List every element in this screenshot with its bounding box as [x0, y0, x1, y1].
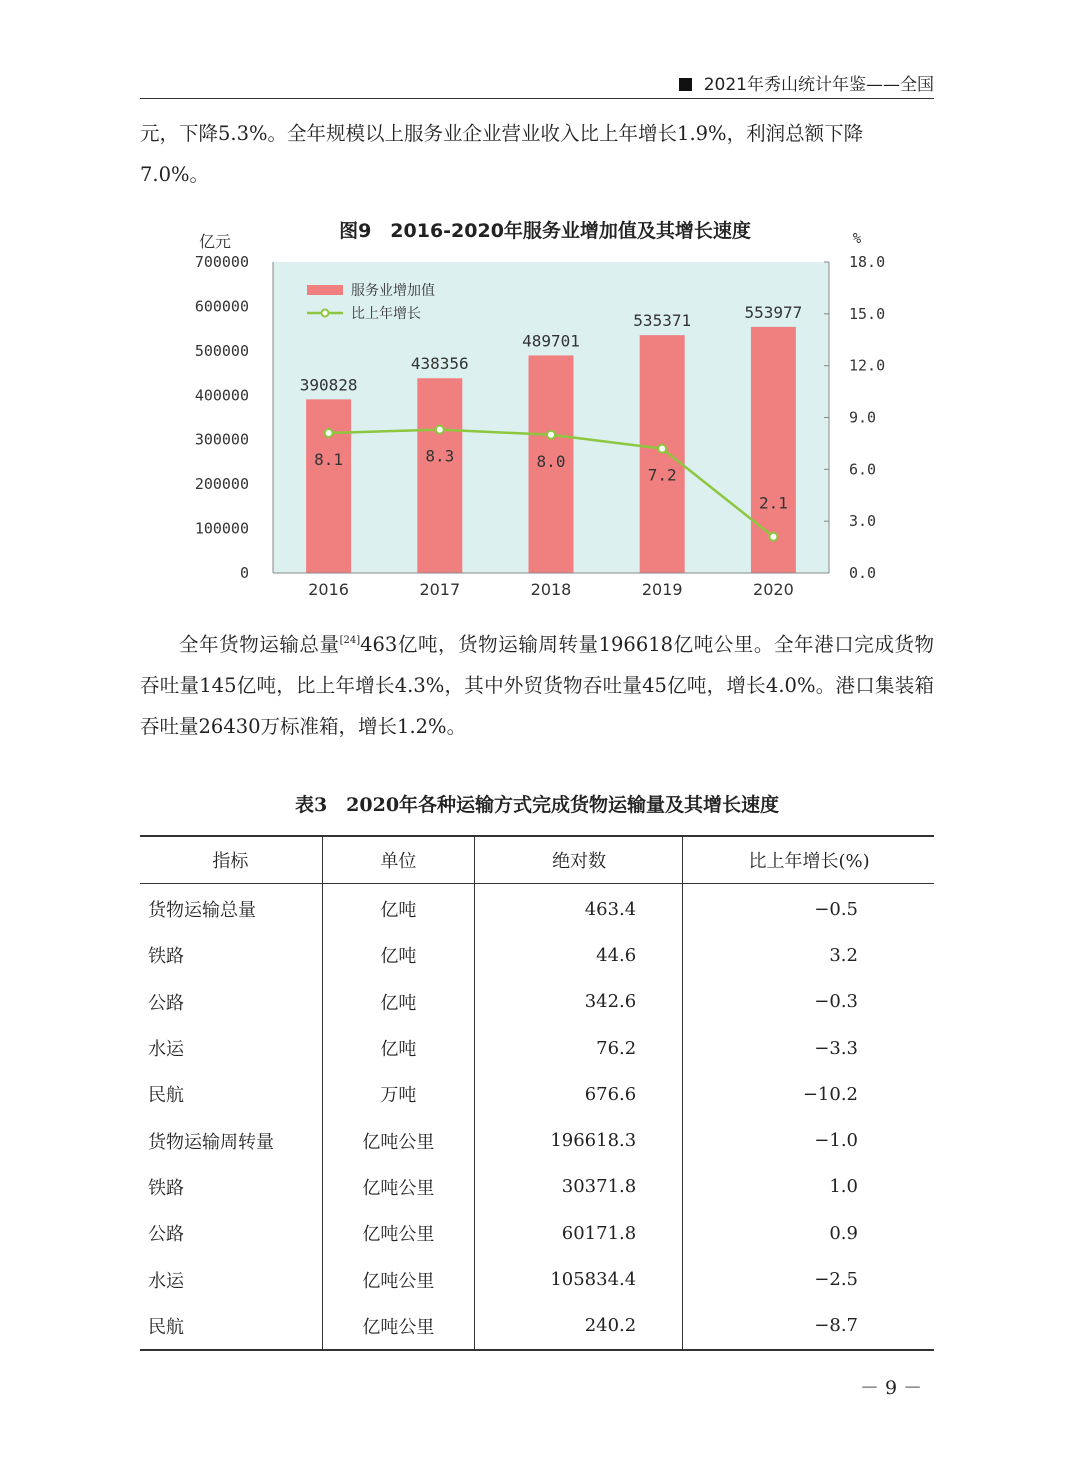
- growth-point-2017: [436, 426, 444, 434]
- cell-unit: 万吨: [322, 1071, 474, 1117]
- growth-point-2019: [658, 445, 666, 453]
- cell-indicator: 水运: [148, 1270, 184, 1292]
- cell-indicator: 公路: [148, 992, 184, 1014]
- cell-value: 44.6: [475, 932, 683, 978]
- table-row: [140, 1256, 934, 1302]
- left-tick-label: 700000: [194, 253, 249, 271]
- left-tick-label: 300000: [194, 430, 249, 449]
- cell-unit: 亿吨: [322, 1025, 474, 1071]
- col-header-unit: 单位: [322, 836, 474, 884]
- cell-unit: 亿吨: [322, 979, 474, 1025]
- footnote-ref: [24]: [339, 635, 361, 646]
- right-tick-label: 15.0: [849, 304, 886, 323]
- legend-line-label: 比上年增长: [351, 306, 421, 322]
- cell-unit: 亿吨公里: [322, 1210, 474, 1256]
- cell-value: 676.6: [475, 1071, 683, 1117]
- table-row: [140, 1164, 934, 1210]
- freight-table: [140, 835, 934, 1351]
- chart-svg: [185, 205, 905, 610]
- legend-line-marker: [322, 310, 329, 317]
- cell-growth: −3.3: [683, 1025, 934, 1071]
- paragraph-1: [140, 113, 934, 195]
- cell-growth: −10.2: [683, 1071, 934, 1117]
- table-row: [140, 1210, 934, 1256]
- cell-growth: −0.5: [683, 884, 934, 933]
- cell-indicator: 公路: [148, 1224, 184, 1246]
- service-industry-chart: [185, 205, 905, 610]
- paragraph-1-line-1: 元，下降5.3%。全年规模以上服务业企业营业收入比上年增长1.9%，利润总额下降: [140, 122, 864, 145]
- cell-value: 76.2: [475, 1025, 683, 1071]
- cell-value: 342.6: [475, 979, 683, 1025]
- growth-value-label: 7.2: [647, 465, 677, 485]
- square-bullet-icon: [679, 78, 692, 91]
- cell-unit: 亿吨公里: [322, 1303, 474, 1350]
- left-tick-label: 100000: [194, 519, 249, 538]
- cell-growth: −8.7: [683, 1303, 934, 1350]
- cell-unit: 亿吨公里: [322, 1164, 474, 1210]
- table-row: [140, 979, 934, 1025]
- bar-2019: [640, 335, 685, 573]
- left-tick-label: 200000: [194, 475, 249, 494]
- table-header-row: [140, 836, 934, 884]
- cell-indicator: 水运: [148, 1039, 184, 1061]
- table-row: [140, 932, 934, 978]
- cell-value: 60171.8: [475, 1210, 683, 1256]
- cell-value: 240.2: [475, 1303, 683, 1350]
- growth-value-label: 8.3: [425, 446, 455, 466]
- x-tick-label: 2017: [419, 580, 461, 599]
- cell-growth: 1.0: [683, 1164, 934, 1210]
- bar-2016: [306, 399, 351, 573]
- bar-value-label: 553977: [744, 302, 803, 322]
- bar-2017: [417, 378, 462, 573]
- table-row: [140, 1025, 934, 1071]
- table-row: [140, 1303, 934, 1350]
- bar-value-label: 535371: [633, 311, 692, 331]
- cell-indicator: 铁路: [148, 946, 184, 968]
- table-title: 表3 2020年各种运输方式完成货物运输量及其增长速度: [294, 794, 780, 816]
- table-row: [140, 1071, 934, 1117]
- cell-indicator: 民航: [148, 1085, 184, 1107]
- header-title: [679, 70, 934, 95]
- cell-unit: 亿吨: [322, 932, 474, 978]
- right-tick-label: 3.0: [849, 512, 877, 531]
- cell-value: 196618.3: [475, 1117, 683, 1163]
- growth-value-label: 8.0: [536, 451, 566, 471]
- cell-value: 30371.8: [475, 1164, 683, 1210]
- cell-unit: 亿吨公里: [322, 1117, 474, 1163]
- right-tick-label: 18.0: [849, 253, 886, 271]
- cell-growth: 3.2: [683, 932, 934, 978]
- bar-value-label: 390828: [299, 375, 358, 395]
- table-row: [140, 884, 934, 933]
- paragraph-2-before: 全年货物运输总量: [179, 633, 340, 656]
- growth-point-2018: [547, 431, 555, 439]
- growth-value-label: 2.1: [758, 493, 788, 513]
- bar-value-label: 438356: [410, 354, 469, 374]
- cell-unit: 亿吨公里: [322, 1256, 474, 1302]
- cell-growth: 0.9: [683, 1210, 934, 1256]
- left-axis-unit: 亿元: [198, 232, 232, 251]
- right-tick-label: 12.0: [849, 356, 886, 375]
- x-tick-label: 2020: [753, 580, 794, 599]
- page-number: － 9 －: [860, 1377, 923, 1399]
- right-axis-unit: %: [852, 231, 862, 247]
- paragraph-1-line-2: 7.0%。: [140, 163, 210, 186]
- header-title-text: 2021年秀山统计年鉴——全国: [703, 75, 934, 95]
- legend-bar-swatch: [307, 285, 343, 295]
- growth-point-2016: [325, 429, 333, 437]
- cell-indicator: 铁路: [148, 1177, 184, 1199]
- growth-value-label: 8.1: [314, 450, 344, 470]
- right-tick-label: 0.0: [849, 564, 877, 582]
- running-header: [140, 66, 934, 99]
- chart-title: 图9 2016-2020年服务业增加值及其增长速度: [339, 220, 751, 242]
- cell-growth: −1.0: [683, 1117, 934, 1163]
- x-tick-label: 2018: [530, 580, 572, 599]
- table-row: [140, 1117, 934, 1163]
- legend-bar-label: 服务业增加值: [351, 283, 435, 299]
- cell-growth: −2.5: [683, 1256, 934, 1302]
- col-header-growth: 比上年增长(%): [683, 836, 934, 884]
- col-header-value: 绝对数: [475, 836, 683, 884]
- x-tick-label: 2019: [641, 580, 683, 599]
- paragraph-2-text: [140, 624, 934, 747]
- x-tick-label: 2016: [308, 580, 349, 599]
- cell-unit: 亿吨: [322, 884, 474, 933]
- growth-point-2020: [769, 533, 777, 541]
- paragraph-2: [140, 624, 934, 747]
- left-tick-label: 600000: [194, 297, 249, 316]
- left-tick-label: 500000: [194, 341, 249, 360]
- cell-value: 463.4: [475, 884, 683, 933]
- cell-indicator: 民航: [140, 1303, 322, 1350]
- cell-indicator: 货物运输总量: [148, 900, 256, 922]
- left-tick-label: 400000: [194, 386, 249, 405]
- cell-growth: −0.3: [683, 979, 934, 1025]
- cell-indicator: 货物运输周转量: [148, 1131, 274, 1153]
- cell-value: 105834.4: [475, 1256, 683, 1302]
- col-header-indicator: 指标: [140, 836, 322, 884]
- right-tick-label: 6.0: [849, 460, 877, 479]
- right-tick-label: 9.0: [849, 408, 877, 427]
- bar-value-label: 489701: [522, 331, 580, 351]
- left-tick-label: 0: [239, 564, 249, 582]
- paragraph-2-after: 463亿吨，货物运输周转量196618亿吨公里。全年港口完成货物吞吐量145亿吨，比上年增长4.3%，其中外贸货物吞吐量45亿吨，增长4.0%。港口集装箱吞吐量26430万标准箱，增长1.2%。: [140, 633, 934, 738]
